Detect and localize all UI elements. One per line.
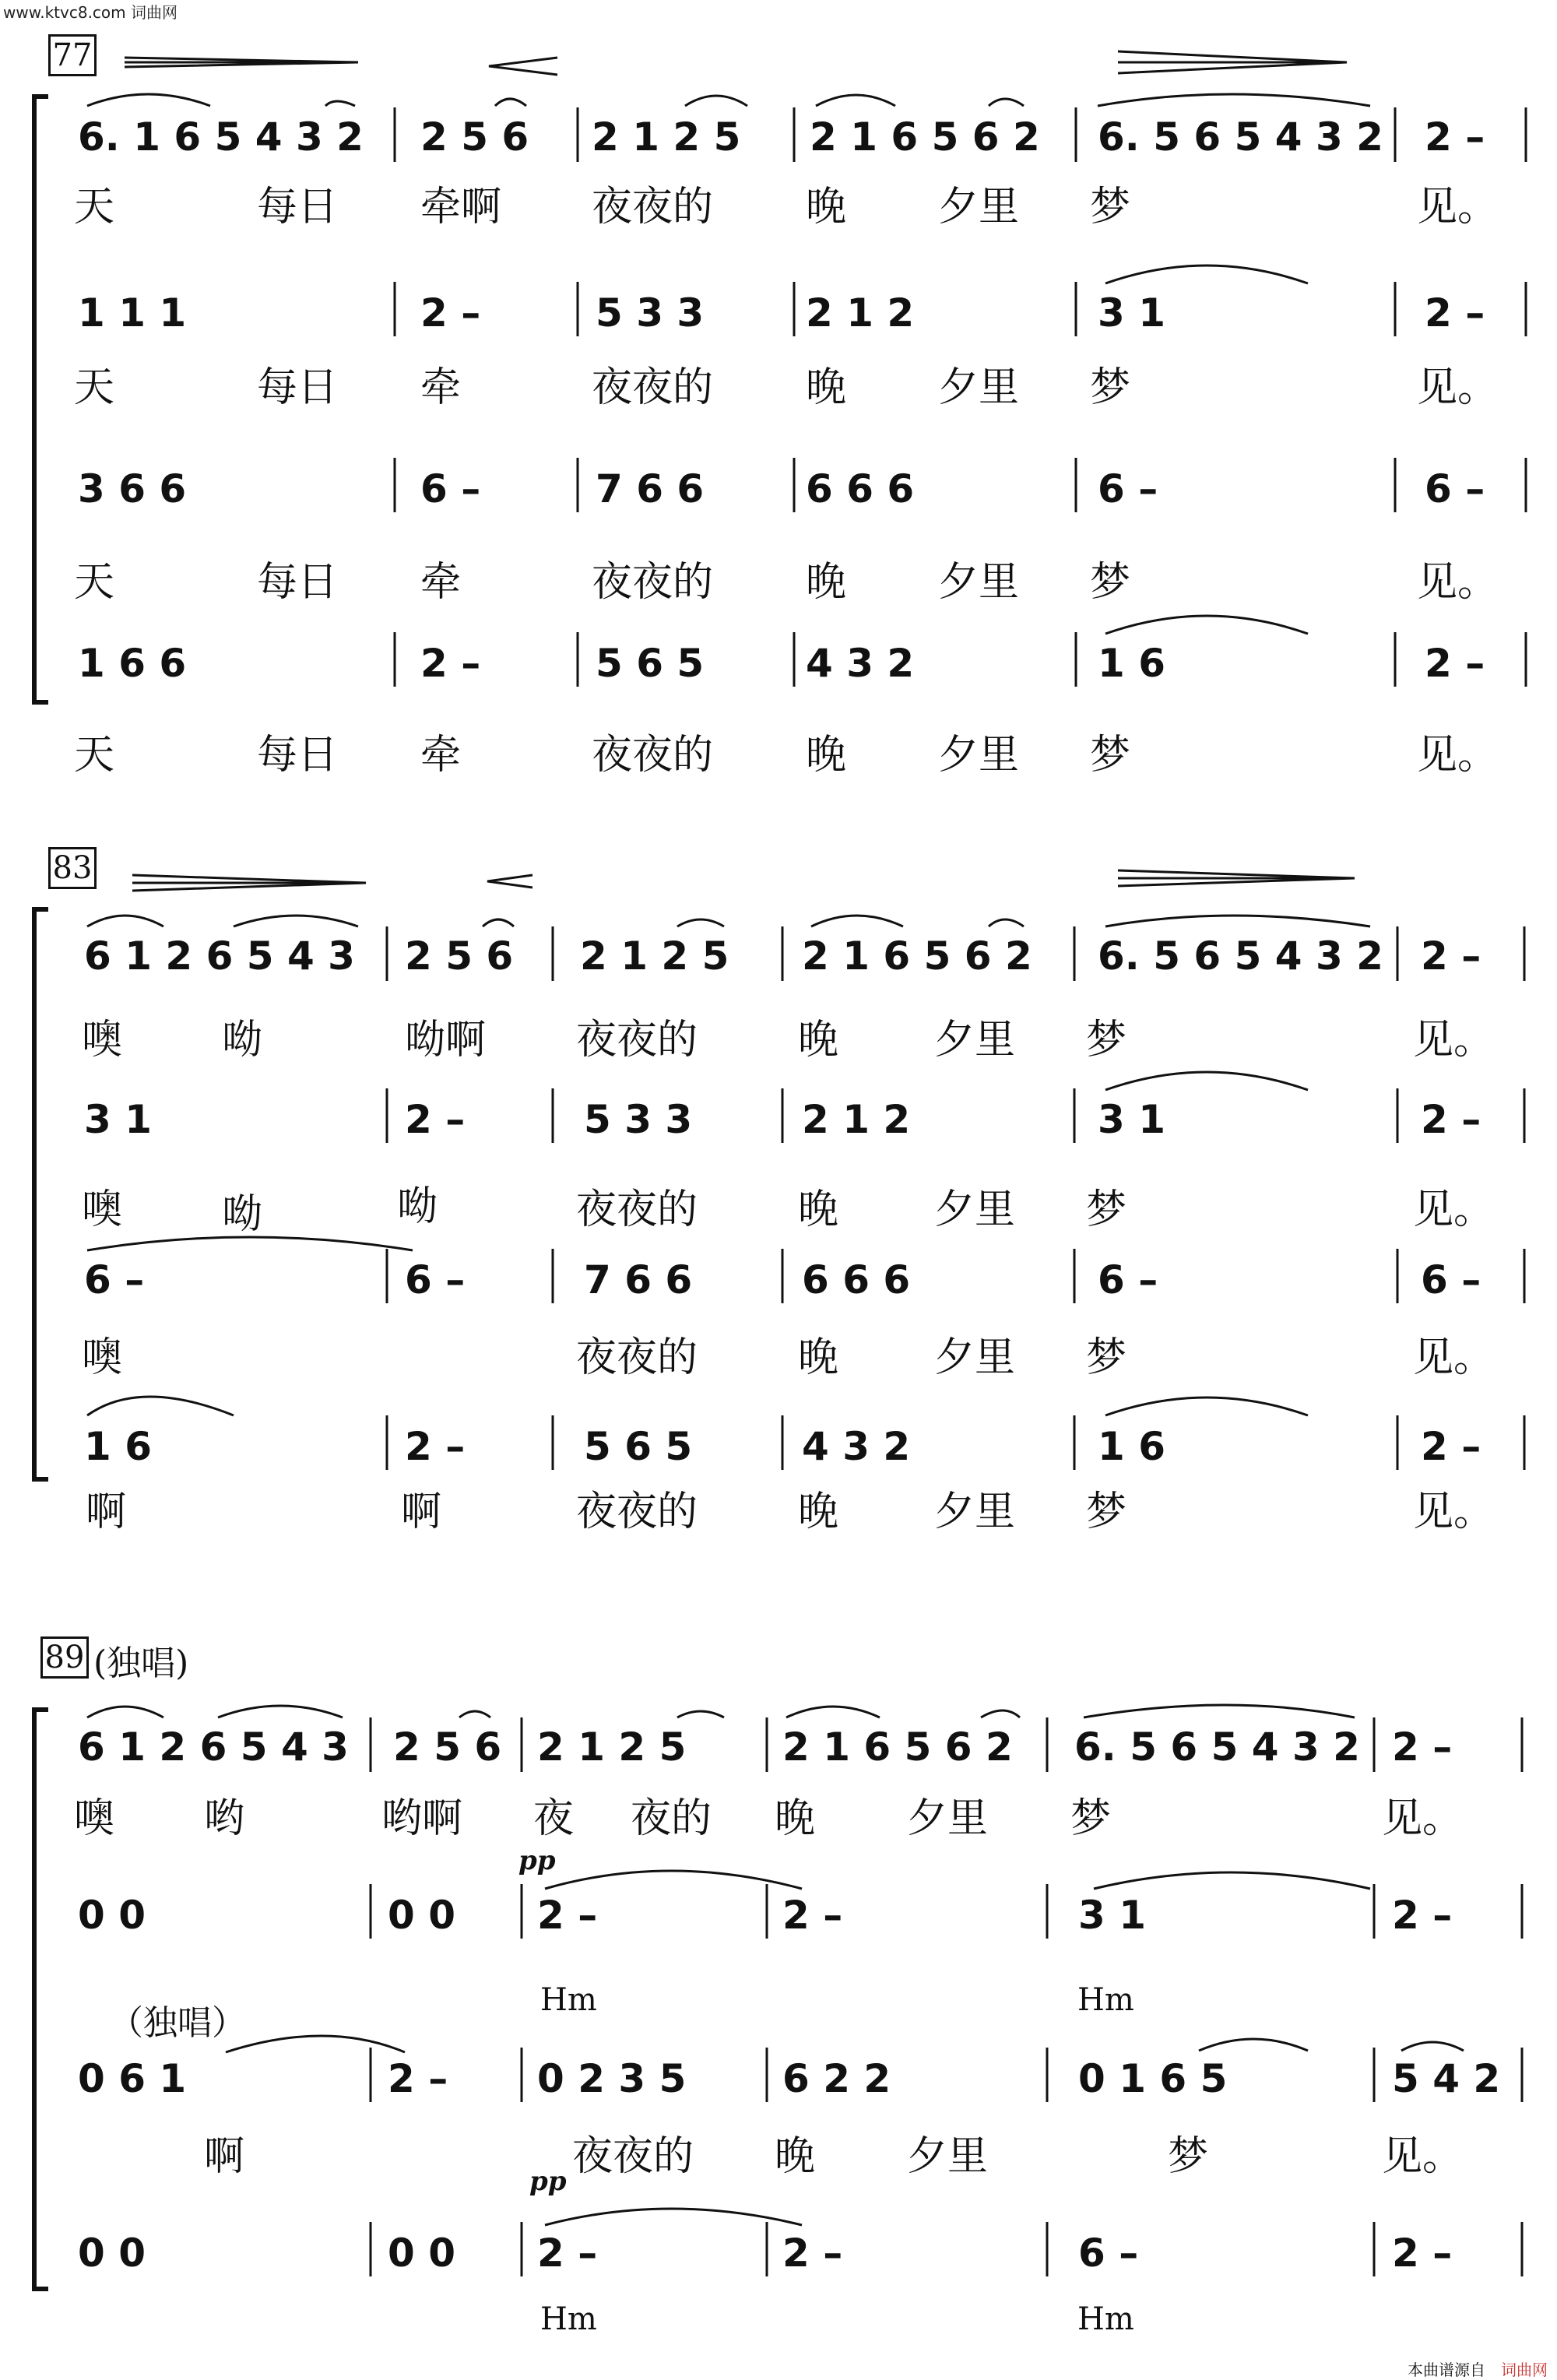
lyric: 晚 (806, 364, 847, 411)
notes-s2-r1-m2: 2 5 6 (405, 933, 514, 979)
lyric: 夕里 (938, 559, 1020, 606)
lyric: 梦 (1168, 2133, 1209, 2180)
notes-s1-r1-m3: 2 1 2 5 (592, 114, 741, 160)
lyric: 牵 (420, 559, 462, 606)
lyric: 天 (74, 184, 115, 230)
lyric: 夜 (533, 1795, 575, 1842)
lyric: 噢 (82, 1186, 123, 1233)
lyric: 见。 (1413, 1489, 1495, 1535)
notes-s2-r2-m6: 2 – (1421, 1097, 1481, 1142)
notes-s3-r1-m2: 2 5 6 (393, 1724, 502, 1770)
lyric: 牵啊 (420, 184, 502, 230)
notes-s2-r4-m6: 2 – (1421, 1424, 1481, 1469)
notes-s2-r4-m2: 2 – (405, 1424, 466, 1469)
notes-s1-r3-m6: 6 – (1425, 466, 1485, 512)
lyric: 见。 (1413, 1334, 1495, 1381)
lyric: 每日 (257, 184, 339, 230)
lyric: 梦 (1070, 1795, 1112, 1842)
notes-s2-r1-m5: 6. 5 6 5 4 3 2 (1098, 933, 1383, 979)
lyric: 梦 (1090, 364, 1131, 411)
notes-s2-r4-m1: 1 6 (84, 1424, 152, 1469)
lyric: 见。 (1413, 1186, 1495, 1233)
notes-s3-r3-m1: 0 6 1 (78, 2056, 187, 2101)
lyric: 见。 (1382, 2133, 1464, 2180)
notes-s1-r1-m2: 2 5 6 (420, 114, 529, 160)
lyric: 天 (74, 559, 115, 606)
hm-syllable: Hm (540, 1982, 597, 2018)
lyric: 夕里 (934, 1017, 1016, 1063)
notes-s3-r3-m6: 5 4 2 (1392, 2056, 1501, 2101)
measure-number-box: 83 (48, 847, 97, 889)
lyric: 晚 (806, 559, 847, 606)
site-header: www.ktvc8.com 词曲网 (3, 3, 178, 22)
lyric: 夕里 (934, 1334, 1016, 1381)
lyric: 夕里 (907, 1795, 989, 1842)
lyric: 见。 (1417, 364, 1499, 411)
lyric: 梦 (1090, 559, 1131, 606)
lyric: 夜夜的 (592, 732, 714, 779)
lyric: 晚 (806, 732, 847, 779)
lyric: 晚 (806, 184, 847, 230)
lyric: 呦 (397, 1183, 438, 1230)
lyric: 天 (74, 732, 115, 779)
notes-s3-r4-m6: 2 – (1392, 2231, 1453, 2276)
dynamic-marking: pp (518, 1845, 556, 1876)
notes-s2-r3-m4: 6 6 6 (802, 1257, 911, 1302)
lyric: 梦 (1086, 1334, 1127, 1381)
notes-s1-r2-m1: 1 1 1 (78, 290, 187, 336)
notes-s1-r2-m6: 2 – (1425, 290, 1485, 336)
lyric: 夜的 (631, 1795, 712, 1842)
lyric: 啊 (204, 2133, 245, 2180)
notes-s3-r2-m6: 2 – (1392, 1893, 1453, 1938)
hm-syllable: Hm (540, 2301, 597, 2337)
lyric: 晚 (775, 1795, 816, 1842)
lyric: 夜夜的 (592, 184, 714, 230)
lyric: 见。 (1417, 732, 1499, 779)
lyric: 啊 (86, 1489, 127, 1535)
hm-syllable: Hm (1077, 1982, 1134, 2018)
notes-s2-r3-m5: 6 – (1098, 1257, 1158, 1302)
lyric: 夕里 (938, 184, 1020, 230)
notes-s2-r4-m4: 4 3 2 (802, 1424, 911, 1469)
lyric: 呦啊 (405, 1017, 487, 1063)
footer-source: 本曲谱源自 (1408, 2361, 1485, 2379)
notes-s1-r3-m5: 6 – (1098, 466, 1158, 512)
notes-s2-r1-m1: 6 1 2 6 5 4 3 (84, 933, 355, 979)
notes-s2-r3-m3: 7 6 6 (584, 1257, 693, 1302)
notes-s2-r2-m1: 3 1 (84, 1097, 152, 1142)
notes-s2-r2-m4: 2 1 2 (802, 1097, 911, 1142)
notes-s3-r3-m5: 0 1 6 5 (1078, 2056, 1228, 2101)
lyric: 每日 (257, 732, 339, 779)
notes-s3-r2-m1: 0 0 (78, 1893, 146, 1938)
notes-s1-r4-m1: 1 6 6 (78, 641, 187, 686)
lyric: 夕里 (934, 1489, 1016, 1535)
lyric: 夕里 (938, 364, 1020, 411)
lyric: 见。 (1417, 559, 1499, 606)
notes-s1-r3-m2: 6 – (420, 466, 481, 512)
lyric: 晚 (798, 1334, 839, 1381)
lyric: 晚 (798, 1186, 839, 1233)
lyric: 噢 (74, 1795, 115, 1842)
notes-s1-r1-m4: 2 1 6 5 6 2 (810, 114, 1040, 160)
lyric: 夜夜的 (576, 1017, 698, 1063)
notes-s3-r2-m3: 2 – (537, 1893, 598, 1938)
solo-label: (独唱) (93, 1644, 189, 1683)
lyric: 夕里 (938, 732, 1020, 779)
notes-s3-r3-m3: 0 2 3 5 (537, 2056, 687, 2101)
notes-s1-r1-m1: 6. 1 6 5 4 3 2 (78, 114, 364, 160)
lyric: 每日 (257, 364, 339, 411)
lyric: 夜夜的 (592, 364, 714, 411)
lyric: 噢 (82, 1017, 123, 1063)
notes-s3-r3-m4: 6 2 2 (782, 2056, 891, 2101)
dynamic-marking: pp (529, 2166, 567, 2197)
notes-s3-r1-m1: 6 1 2 6 5 4 3 (78, 1724, 349, 1770)
notes-s2-r1-m6: 2 – (1421, 933, 1481, 979)
notes-s2-r4-m5: 1 6 (1098, 1424, 1165, 1469)
notes-s1-r2-m4: 2 1 2 (806, 290, 915, 336)
notes-s2-r3-m6: 6 – (1421, 1257, 1481, 1302)
lyric: 晚 (798, 1017, 839, 1063)
lyric: 晚 (775, 2133, 816, 2180)
lyric: 呦 (222, 1191, 263, 1238)
lyric: 牵 (420, 732, 462, 779)
lyric: 呦 (222, 1017, 263, 1063)
lyric: 梦 (1090, 184, 1131, 230)
lyric: 梦 (1090, 732, 1131, 779)
notes-s2-r3-m1: 6 – (84, 1257, 145, 1302)
notes-s3-r4-m3: 2 – (537, 2231, 598, 2276)
lyric: 见。 (1413, 1017, 1495, 1063)
notes-s1-r3-m4: 6 6 6 (806, 466, 915, 512)
lyric: 夜夜的 (572, 2133, 694, 2180)
notes-s1-r3-m1: 3 6 6 (78, 466, 187, 512)
notes-s3-r4-m1: 0 0 (78, 2231, 146, 2276)
lyric: 梦 (1086, 1017, 1127, 1063)
notes-s1-r3-m3: 7 6 6 (596, 466, 705, 512)
notes-s3-r4-m4: 2 – (782, 2231, 843, 2276)
notes-s1-r1-m5: 6. 5 6 5 4 3 2 (1098, 114, 1383, 160)
lyric: 哟 (204, 1795, 245, 1842)
notes-s3-r1-m3: 2 1 2 5 (537, 1724, 687, 1770)
lyric: 见。 (1417, 184, 1499, 230)
footer-site: 词曲网 (1501, 2361, 1548, 2379)
notes-s2-r1-m3: 2 1 2 5 (580, 933, 729, 979)
notes-s3-r4-m2: 0 0 (388, 2231, 455, 2276)
lyric: 哟啊 (381, 1795, 463, 1842)
lyric: 啊 (401, 1489, 442, 1535)
lyric: 梦 (1086, 1489, 1127, 1535)
notes-s1-r4-m6: 2 – (1425, 641, 1485, 686)
notes-s3-r1-m4: 2 1 6 5 6 2 (782, 1724, 1013, 1770)
notes-s3-r1-m5: 6. 5 6 5 4 3 2 (1074, 1724, 1360, 1770)
lyric: 梦 (1086, 1186, 1127, 1233)
lyric: 天 (74, 364, 115, 411)
measure-number-box: 77 (48, 34, 97, 76)
lyric: 每日 (257, 559, 339, 606)
notes-s2-r2-m3: 5 3 3 (584, 1097, 693, 1142)
lyric: 夜夜的 (576, 1334, 698, 1381)
notes-s3-r2-m4: 2 – (782, 1893, 843, 1938)
notes-s1-r1-m6: 2 – (1425, 114, 1485, 160)
lyric: 夜夜的 (576, 1489, 698, 1535)
notes-s2-r2-m5: 3 1 (1098, 1097, 1165, 1142)
notes-s2-r1-m4: 2 1 6 5 6 2 (802, 933, 1032, 979)
notes-s2-r3-m2: 6 – (405, 1257, 466, 1302)
notes-s1-r2-m2: 2 – (420, 290, 481, 336)
lyric: 见。 (1382, 1795, 1464, 1842)
notes-s1-r4-m5: 1 6 (1098, 641, 1165, 686)
measure-number-box: 89 (40, 1636, 89, 1679)
notes-s2-r2-m2: 2 – (405, 1097, 466, 1142)
notes-s3-r4-m5: 6 – (1078, 2231, 1139, 2276)
notes-s1-r2-m3: 5 3 3 (596, 290, 705, 336)
lyric: 夕里 (907, 2133, 989, 2180)
lyric: 夜夜的 (576, 1186, 698, 1233)
lyric: 牵 (420, 364, 462, 411)
notes-s3-r1-m6: 2 – (1392, 1724, 1453, 1770)
lyric: 夕里 (934, 1186, 1016, 1233)
notes-s1-r2-m5: 3 1 (1098, 290, 1165, 336)
notes-s1-r4-m3: 5 6 5 (596, 641, 705, 686)
lyric: 噢 (82, 1334, 123, 1381)
lyric: 夜夜的 (592, 559, 714, 606)
notes-s1-r4-m2: 2 – (420, 641, 481, 686)
lyric: 晚 (798, 1489, 839, 1535)
notes-s2-r4-m3: 5 6 5 (584, 1424, 693, 1469)
solo-label: （独唱） (109, 2003, 246, 2043)
hm-syllable: Hm (1077, 2301, 1134, 2337)
notes-s3-r2-m5: 3 1 (1078, 1893, 1146, 1938)
notes-s3-r3-m2: 2 – (388, 2056, 448, 2101)
notes-s3-r2-m2: 0 0 (388, 1893, 455, 1938)
notes-s1-r4-m4: 4 3 2 (806, 641, 915, 686)
